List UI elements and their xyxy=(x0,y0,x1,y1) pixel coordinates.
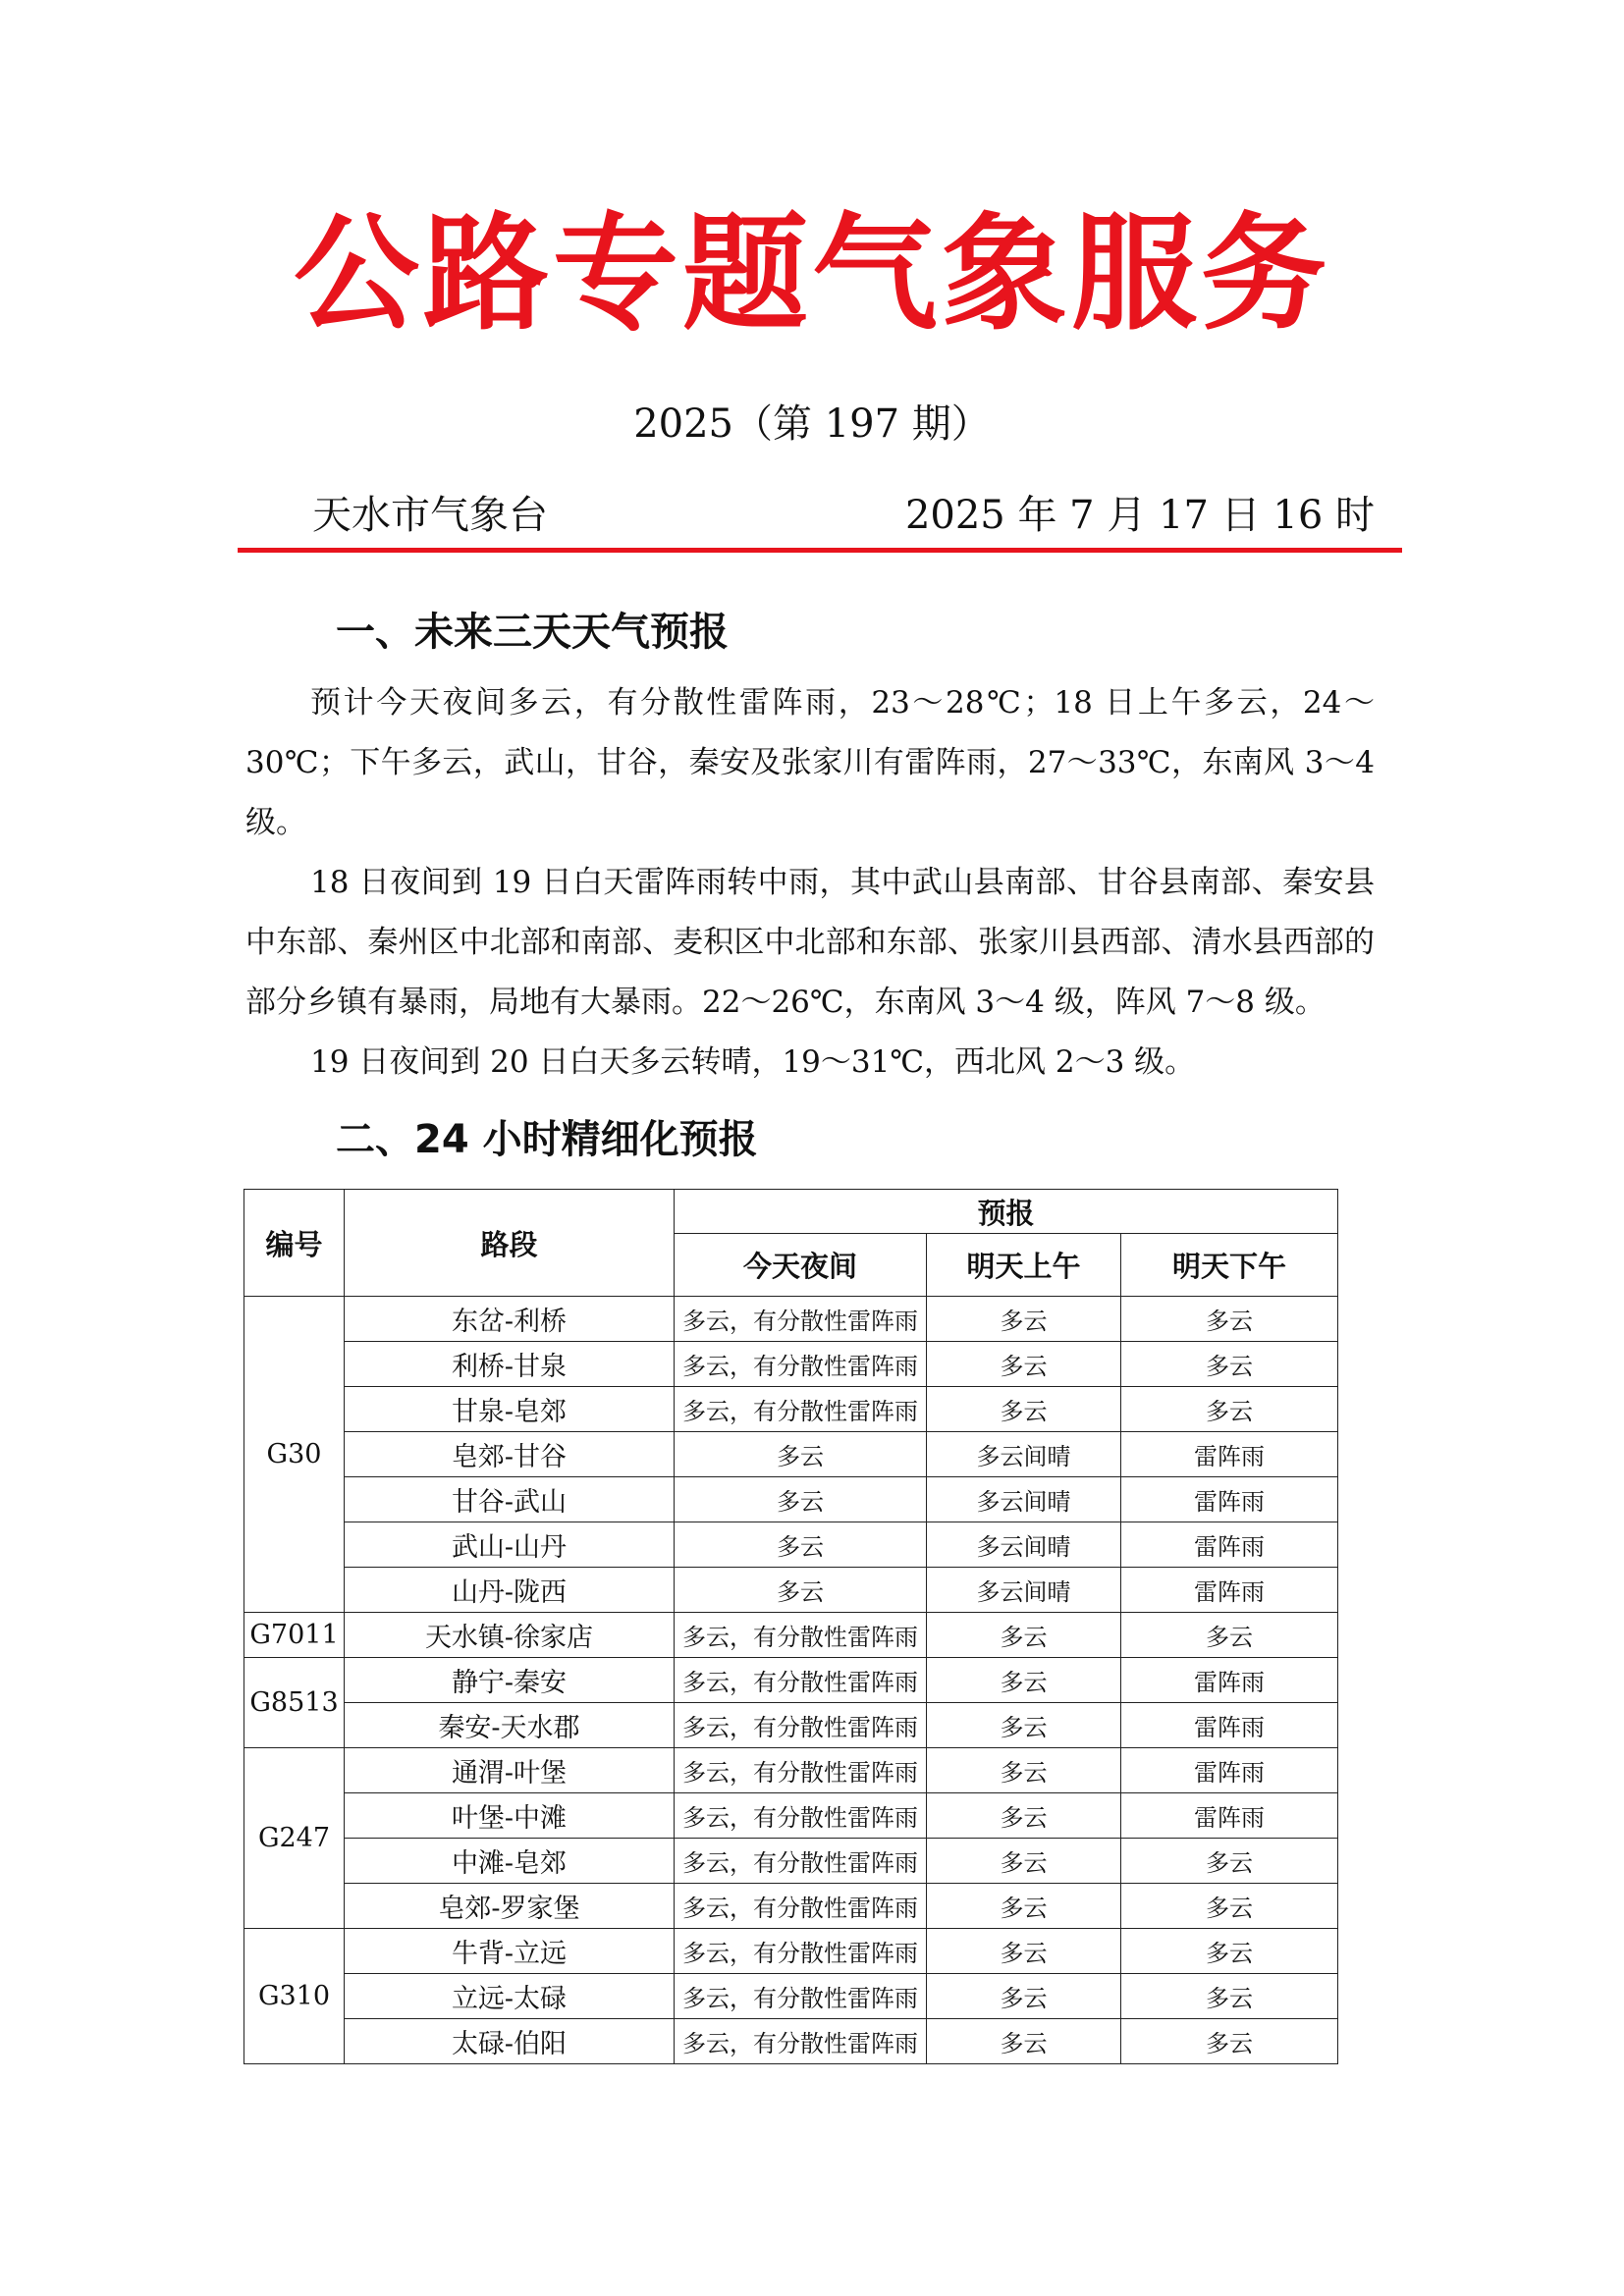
table-body xyxy=(244,1297,1338,2064)
tomorrow-pm-forecast-cell: 多云 xyxy=(1121,1387,1338,1432)
tomorrow-am-forecast-cell: 多云间晴 xyxy=(927,1568,1121,1613)
tomorrow-am-forecast-cell: 多云 xyxy=(927,1884,1121,1929)
road-segment-cell: 天水镇-徐家店 xyxy=(345,1613,675,1658)
header-forecast: 预报 xyxy=(675,1190,1338,1234)
tomorrow-pm-forecast-cell: 多云 xyxy=(1121,1297,1338,1342)
table-row xyxy=(244,1703,1338,1748)
table-row xyxy=(244,1568,1338,1613)
tomorrow-am-forecast-cell: 多云 xyxy=(927,1793,1121,1839)
table-row xyxy=(244,1342,1338,1387)
tomorrow-am-forecast-cell: 多云 xyxy=(927,1839,1121,1884)
road-segment-cell: 皂郊-甘谷 xyxy=(345,1432,675,1477)
road-code-cell: G30 xyxy=(244,1297,345,1613)
road-segment-cell: 武山-山丹 xyxy=(345,1522,675,1568)
road-code-cell: G247 xyxy=(244,1748,345,1929)
tomorrow-am-forecast-cell: 多云 xyxy=(927,1342,1121,1387)
tomorrow-pm-forecast-cell: 雷阵雨 xyxy=(1121,1522,1338,1568)
table-row xyxy=(244,1839,1338,1884)
tomorrow-pm-forecast-cell: 雷阵雨 xyxy=(1121,1568,1338,1613)
tomorrow-am-forecast-cell: 多云 xyxy=(927,2019,1121,2064)
tonight-forecast-cell: 多云，有分散性雷阵雨 xyxy=(675,1974,927,2019)
table-row xyxy=(244,1613,1338,1658)
road-code-cell: G310 xyxy=(244,1929,345,2064)
table-row xyxy=(244,1793,1338,1839)
road-segment-cell: 立远-太碌 xyxy=(345,1974,675,2019)
road-segment-cell: 叶堡-中滩 xyxy=(345,1793,675,1839)
tonight-forecast-cell: 多云，有分散性雷阵雨 xyxy=(675,1793,927,1839)
header-road: 路段 xyxy=(345,1190,675,1297)
tomorrow-pm-forecast-cell: 多云 xyxy=(1121,1342,1338,1387)
road-segment-cell: 太碌-伯阳 xyxy=(345,2019,675,2064)
tonight-forecast-cell: 多云，有分散性雷阵雨 xyxy=(675,1748,927,1793)
forecast-paragraph: 19 日夜间到 20 日白天多云转晴，19～31℃，西北风 2～3 级。 xyxy=(310,1044,1196,1080)
tonight-forecast-cell: 多云，有分散性雷阵雨 xyxy=(675,1297,927,1342)
tomorrow-pm-forecast-cell: 多云 xyxy=(1121,1613,1338,1658)
road-segment-cell: 秦安-天水郡 xyxy=(345,1703,675,1748)
section-title-three-day: 一、未来三天天气预报 xyxy=(336,610,729,655)
tomorrow-pm-forecast-cell: 多云 xyxy=(1121,1974,1338,2019)
tomorrow-pm-forecast-cell: 多云 xyxy=(1121,1884,1338,1929)
header-tonight: 今天夜间 xyxy=(675,1234,927,1297)
table-row xyxy=(244,1432,1338,1477)
tonight-forecast-cell: 多云，有分散性雷阵雨 xyxy=(675,1703,927,1748)
tomorrow-am-forecast-cell: 多云 xyxy=(927,1929,1121,1974)
forecast-paragraph: 预计今天夜间多云，有分散性雷阵雨，23～28℃；18 日上午多云，24～30℃；下午多云，武山，甘谷，秦安及张家川有雷阵雨，27～33℃，东南风 3～4 级。 xyxy=(245,685,1375,840)
road-segment-cell: 甘谷-武山 xyxy=(345,1477,675,1522)
masthead-title: 公路专题气象服务 xyxy=(293,200,1330,347)
tonight-forecast-cell: 多云，有分散性雷阵雨 xyxy=(675,1387,927,1432)
tonight-forecast-cell: 多云，有分散性雷阵雨 xyxy=(675,2019,927,2064)
tonight-forecast-cell: 多云，有分散性雷阵雨 xyxy=(675,1658,927,1703)
tomorrow-am-forecast-cell: 多云 xyxy=(927,1703,1121,1748)
header-code: 编号 xyxy=(244,1190,345,1297)
road-segment-cell: 利桥-甘泉 xyxy=(345,1342,675,1387)
header-tomorrow-pm: 明天下午 xyxy=(1121,1234,1338,1297)
tomorrow-pm-forecast-cell: 雷阵雨 xyxy=(1121,1477,1338,1522)
tonight-forecast-cell: 多云，有分散性雷阵雨 xyxy=(675,1342,927,1387)
table-row xyxy=(244,1974,1338,2019)
road-segment-cell: 中滩-皂郊 xyxy=(345,1839,675,1884)
table-row xyxy=(244,1387,1338,1432)
table-row xyxy=(244,1522,1338,1568)
tonight-forecast-cell: 多云 xyxy=(675,1432,927,1477)
road-segment-cell: 静宁-秦安 xyxy=(345,1658,675,1703)
header-tomorrow-am: 明天上午 xyxy=(927,1234,1121,1297)
road-segment-cell: 牛背-立远 xyxy=(345,1929,675,1974)
tomorrow-pm-forecast-cell: 雷阵雨 xyxy=(1121,1658,1338,1703)
table-row xyxy=(244,1477,1338,1522)
road-segment-cell: 通渭-叶堡 xyxy=(345,1748,675,1793)
tomorrow-pm-forecast-cell: 多云 xyxy=(1121,1839,1338,1884)
tomorrow-am-forecast-cell: 多云间晴 xyxy=(927,1432,1121,1477)
tomorrow-am-forecast-cell: 多云 xyxy=(927,1297,1121,1342)
road-segment-cell: 东岔-利桥 xyxy=(345,1297,675,1342)
tomorrow-am-forecast-cell: 多云 xyxy=(927,1974,1121,2019)
tomorrow-am-forecast-cell: 多云 xyxy=(927,1748,1121,1793)
tonight-forecast-cell: 多云，有分散性雷阵雨 xyxy=(675,1884,927,1929)
tomorrow-am-forecast-cell: 多云间晴 xyxy=(927,1522,1121,1568)
issue-number: 2025（第 197 期） xyxy=(633,401,991,447)
tonight-forecast-cell: 多云 xyxy=(675,1568,927,1613)
tomorrow-pm-forecast-cell: 雷阵雨 xyxy=(1121,1793,1338,1839)
road-segment-cell: 甘泉-皂郊 xyxy=(345,1387,675,1432)
tomorrow-am-forecast-cell: 多云间晴 xyxy=(927,1477,1121,1522)
tomorrow-am-forecast-cell: 多云 xyxy=(927,1613,1121,1658)
three-day-forecast-text xyxy=(245,673,1375,1093)
table-row xyxy=(244,1748,1338,1793)
tonight-forecast-cell: 多云，有分散性雷阵雨 xyxy=(675,1613,927,1658)
table-row xyxy=(244,1884,1338,1929)
issue-date: 2025 年 7 月 17 日 16 时 xyxy=(904,493,1375,538)
road-segment-cell: 皂郊-罗家堡 xyxy=(345,1884,675,1929)
tonight-forecast-cell: 多云 xyxy=(675,1522,927,1568)
tonight-forecast-cell: 多云 xyxy=(675,1477,927,1522)
road-forecast-table xyxy=(244,1189,1338,2064)
tomorrow-pm-forecast-cell: 多云 xyxy=(1121,1929,1338,1974)
header-divider xyxy=(238,548,1402,553)
tonight-forecast-cell: 多云，有分散性雷阵雨 xyxy=(675,1929,927,1974)
issuing-organization: 天水市气象台 xyxy=(312,493,548,538)
tomorrow-pm-forecast-cell: 雷阵雨 xyxy=(1121,1432,1338,1477)
table-row xyxy=(244,1297,1338,1342)
tomorrow-pm-forecast-cell: 多云 xyxy=(1121,2019,1338,2064)
road-code-cell: G7011 xyxy=(244,1613,345,1658)
tomorrow-am-forecast-cell: 多云 xyxy=(927,1658,1121,1703)
table-row xyxy=(244,1658,1338,1703)
forecast-paragraph: 18 日夜间到 19 日白天雷阵雨转中雨，其中武山县南部、甘谷县南部、秦安县中东部、秦州区中北部和南部、麦积区中北部和东部、张家川县西部、清水县西部的部分乡镇有暴雨，局地有大暴雨。22～26℃，东南风 3～4 级，阵风 7～8 级。 xyxy=(245,865,1375,1020)
road-code-cell: G8513 xyxy=(244,1658,345,1748)
section-title-24h: 二、24 小时精细化预报 xyxy=(336,1117,758,1162)
tomorrow-am-forecast-cell: 多云 xyxy=(927,1387,1121,1432)
tomorrow-pm-forecast-cell: 雷阵雨 xyxy=(1121,1703,1338,1748)
table-row xyxy=(244,1929,1338,1974)
tomorrow-pm-forecast-cell: 雷阵雨 xyxy=(1121,1748,1338,1793)
table-row xyxy=(244,2019,1338,2064)
tonight-forecast-cell: 多云，有分散性雷阵雨 xyxy=(675,1839,927,1884)
road-segment-cell: 山丹-陇西 xyxy=(345,1568,675,1613)
